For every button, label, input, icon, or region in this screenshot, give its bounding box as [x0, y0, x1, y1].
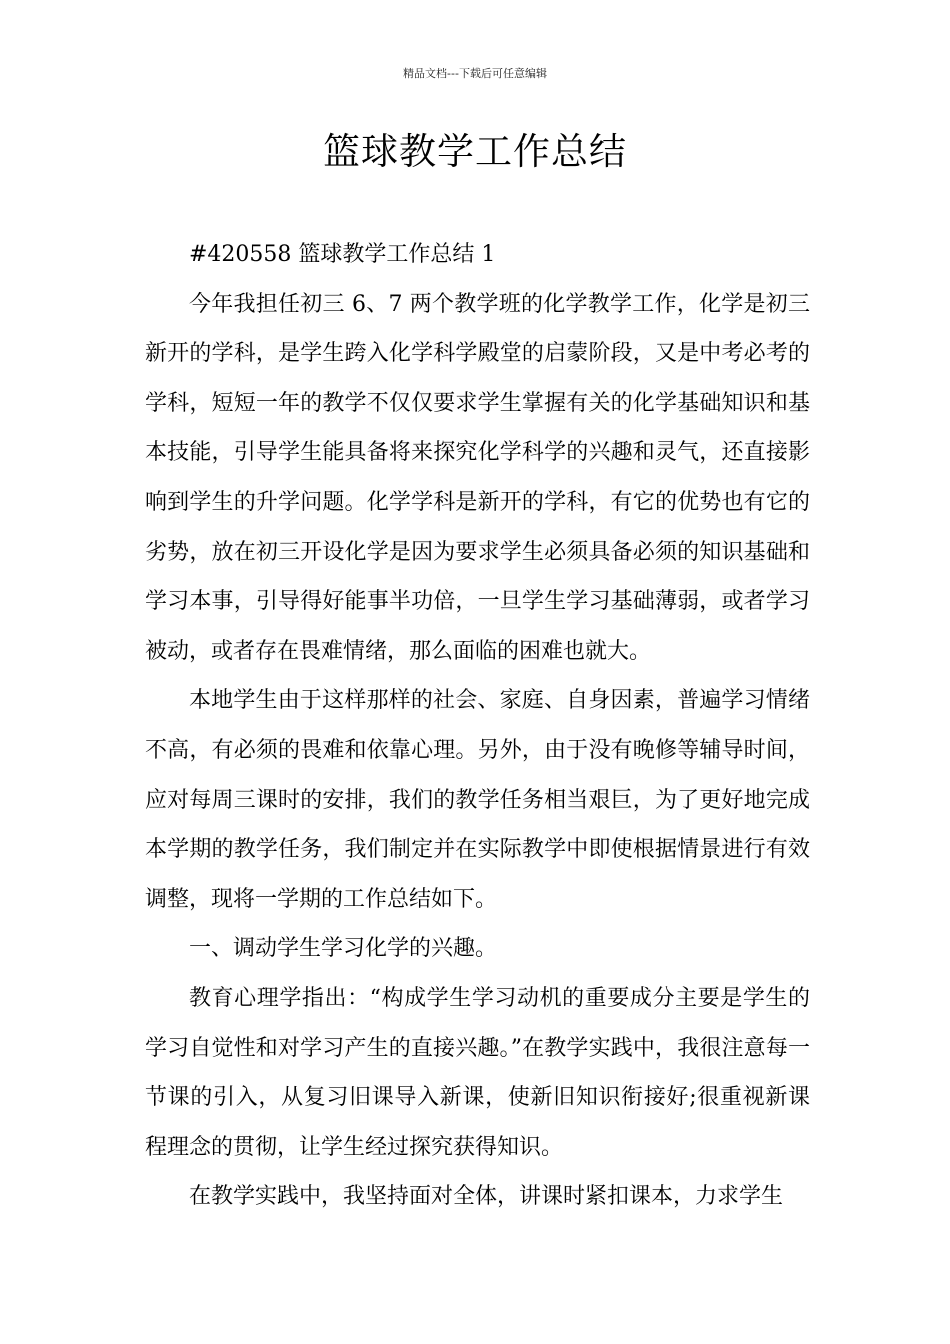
section-heading-1: 一、调动学生学习化学的兴趣。 [189, 936, 498, 962]
page-header-note: 精品文档---下载后可任意编辑 [403, 67, 547, 80]
paragraph-practice: 在教学实践中，我坚持面对全体，讲课时紧扣课本，力求学生 [189, 1184, 784, 1210]
document-title: 篮球教学工作总结 [323, 130, 627, 173]
document-body [145, 230, 810, 1222]
paragraph-doc-id: #420558 篮球教学工作总结 1 [189, 242, 496, 267]
paragraph-students: 本地学生由于这样那样的社会、家庭、自身因素，普遍学习情绪不高，有必须的畏难和依靠心理。另外，由于没有晚修等辅导时间，应对每周三课时的安排，我们的教学任务相当艰巨，为了更好地完成本学期的教学任务，我们制定并在实际教学中即使根据情景进行有效调整，现将一学期的工作总结如下。 [145, 688, 810, 912]
paragraph-psychology: 教育心理学指出：“构成学生学习动机的重要成分主要是学生的学习自觉性和对学习产生的直接兴趣。”在教学实践中，我很注意每一节课的引入，从复习旧课导入新课，使新旧知识衔接好;很重视新课程理念的贯彻，让学生经过探究获得知识。 [145, 985, 810, 1160]
paragraph-intro: 今年我担任初三 6、7 两个教学班的化学教学工作，化学是初三新开的学科，是学生跨入化学科学殿堂的启蒙阶段，又是中考必考的学科，短短一年的教学不仅仅要求学生掌握有关的化学基础知识和基本技能，引导学生能具备将来探究化学科学的兴趣和灵气，还直接影响到学生的升学问题。化学学科是新开的学科，有它的优势也有它的劣势，放在初三开设化学是因为要求学生必须具备必须的知识基础和学习本事，引导得好能事半功倍，一旦学生学习基础薄弱，或者学习被动，或者存在畏难情绪，那么面临的困难也就大。 [145, 291, 810, 664]
